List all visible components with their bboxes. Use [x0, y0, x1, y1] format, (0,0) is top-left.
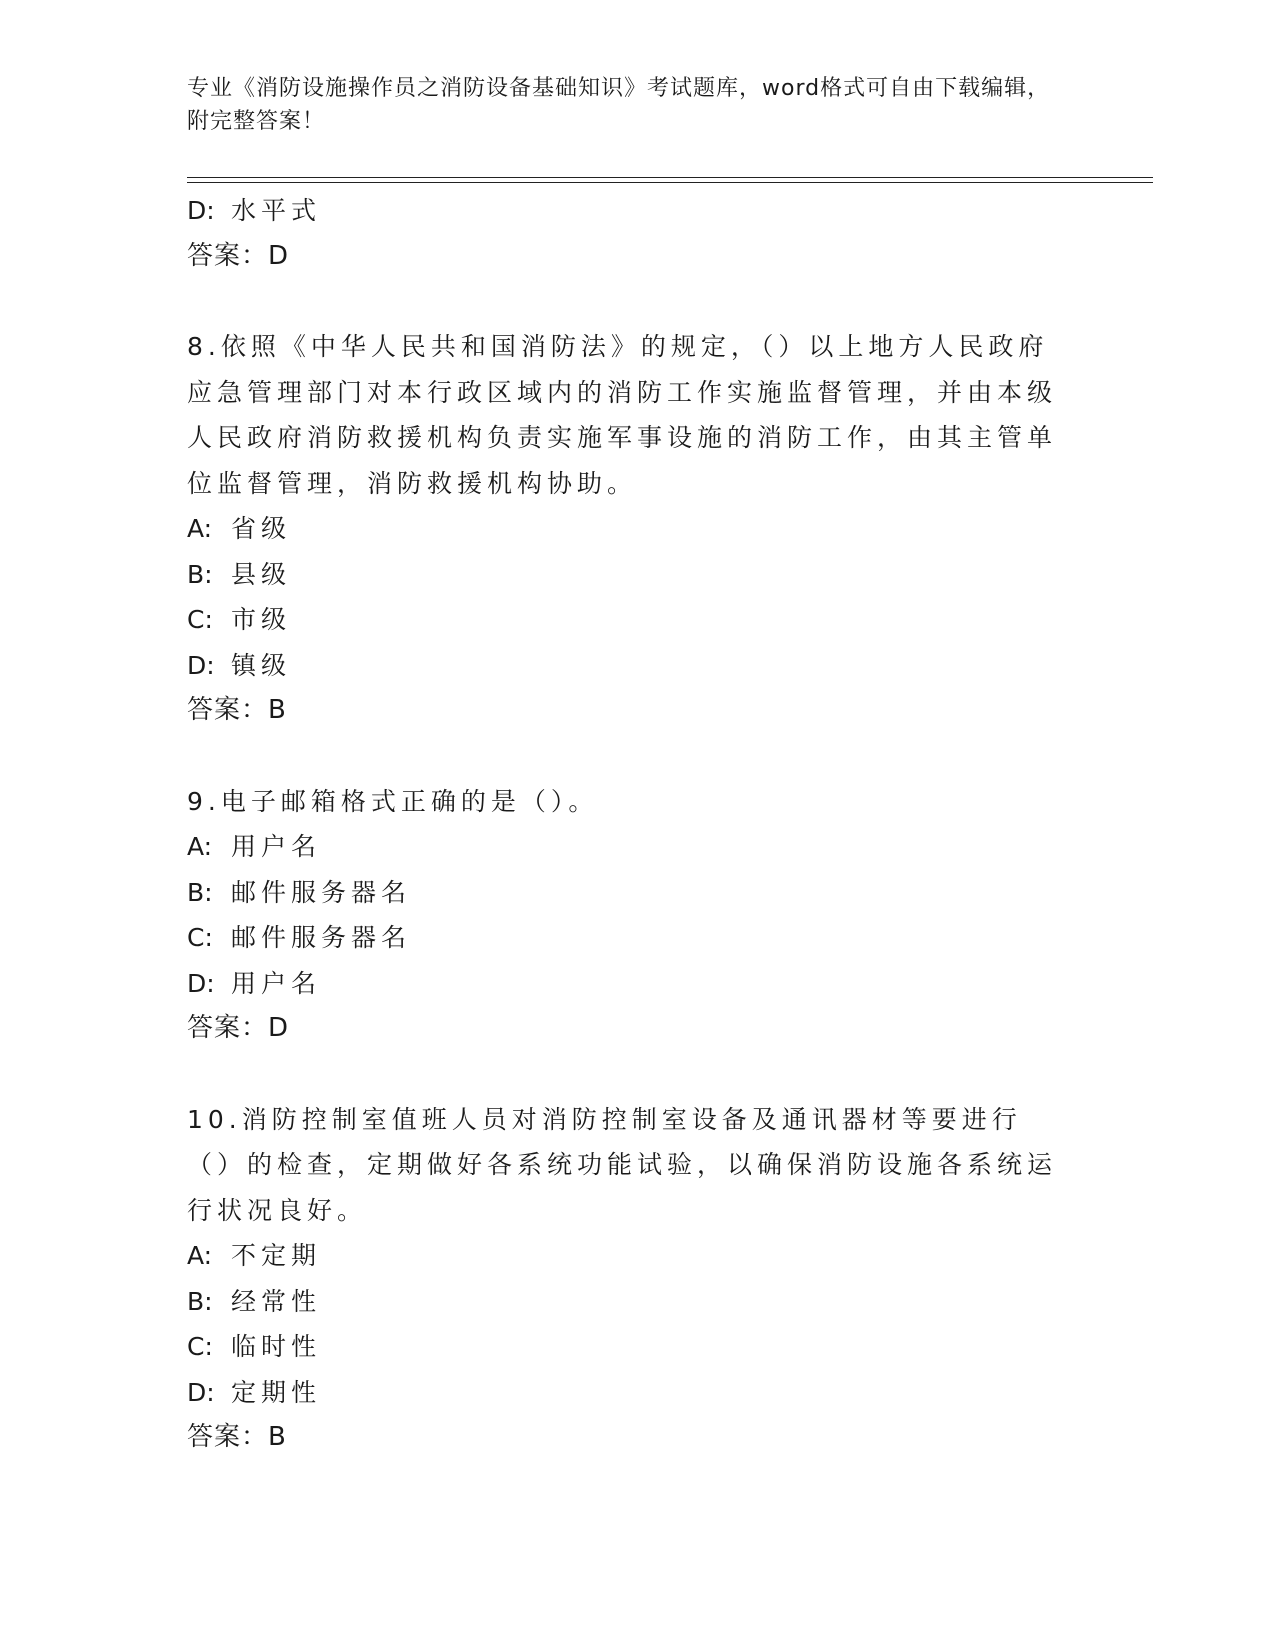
answer-line: 答案：D — [187, 1013, 290, 1043]
option-label: B: — [187, 1286, 213, 1316]
spacer — [187, 1052, 1087, 1097]
option-c — [187, 915, 1087, 961]
option-label: C: — [187, 1332, 213, 1361]
option-label: A: — [187, 514, 213, 543]
option-b — [187, 1279, 1087, 1325]
question-stem: 10.消防控制室值班人员对消防控制室设备及通讯器材等要进行（）的检查，定期做好各系统功能试验，以确保消防设施各系统运行状况良好。 — [187, 1104, 1058, 1225]
option-text: 水平式 — [231, 196, 322, 225]
option-a — [187, 1233, 1087, 1279]
option-d — [187, 643, 1087, 689]
option-label: D: — [187, 196, 215, 225]
option-text: 镇级 — [231, 650, 292, 680]
option-label: A: — [187, 1241, 213, 1270]
question-stem: 9.电子邮箱格式正确的是（）。 — [187, 786, 599, 816]
option-text: 省级 — [231, 514, 292, 543]
option-d — [187, 1370, 1087, 1416]
question-content — [187, 188, 1087, 1461]
option-d — [187, 188, 1087, 234]
option-text: 不定期 — [231, 1241, 322, 1270]
answer-line: 答案：D — [187, 240, 290, 271]
option-b — [187, 552, 1087, 598]
header-rule-bottom — [187, 182, 1153, 183]
option-text: 用户名 — [231, 832, 322, 861]
option-b — [187, 870, 1087, 916]
option-text: 县级 — [231, 559, 292, 589]
option-label: D: — [187, 968, 215, 998]
option-text: 市级 — [231, 605, 292, 634]
question-stem: 8.依照《中华人民共和国消防法》的规定，（）以上地方人民政府应急管理部门对本行政区域内的消防工作实施监督管理，并由本级人民政府消防救援机构负责实施军事设施的消防工作，由其主管单位监督管理，消防救援机构协助。 — [187, 332, 1058, 498]
option-c — [187, 1324, 1087, 1370]
option-label: A: — [187, 832, 213, 861]
header-rule-top — [187, 177, 1153, 178]
page-header: 专业《消防设施操作员之消防设备基础知识》考试题库，word格式可自由下载编辑，附完整答案！ — [187, 76, 1051, 134]
option-a — [187, 824, 1087, 870]
option-label: B: — [187, 877, 213, 907]
option-text: 邮件服务器名 — [231, 923, 412, 952]
option-text: 经常性 — [231, 1286, 322, 1316]
option-label: D: — [187, 1377, 215, 1407]
option-text: 定期性 — [231, 1377, 322, 1407]
answer-line: 答案：B — [187, 1422, 287, 1452]
option-text: 临时性 — [231, 1332, 322, 1361]
spacer — [187, 734, 1087, 779]
option-c — [187, 597, 1087, 643]
option-label: C: — [187, 923, 213, 952]
spacer — [187, 279, 1087, 324]
option-label: C: — [187, 605, 213, 634]
option-text: 用户名 — [231, 968, 322, 998]
option-label: D: — [187, 650, 215, 680]
option-d — [187, 961, 1087, 1007]
answer-line: 答案：B — [187, 695, 287, 725]
option-text: 邮件服务器名 — [231, 877, 412, 907]
option-a — [187, 506, 1087, 552]
option-label: B: — [187, 559, 213, 589]
